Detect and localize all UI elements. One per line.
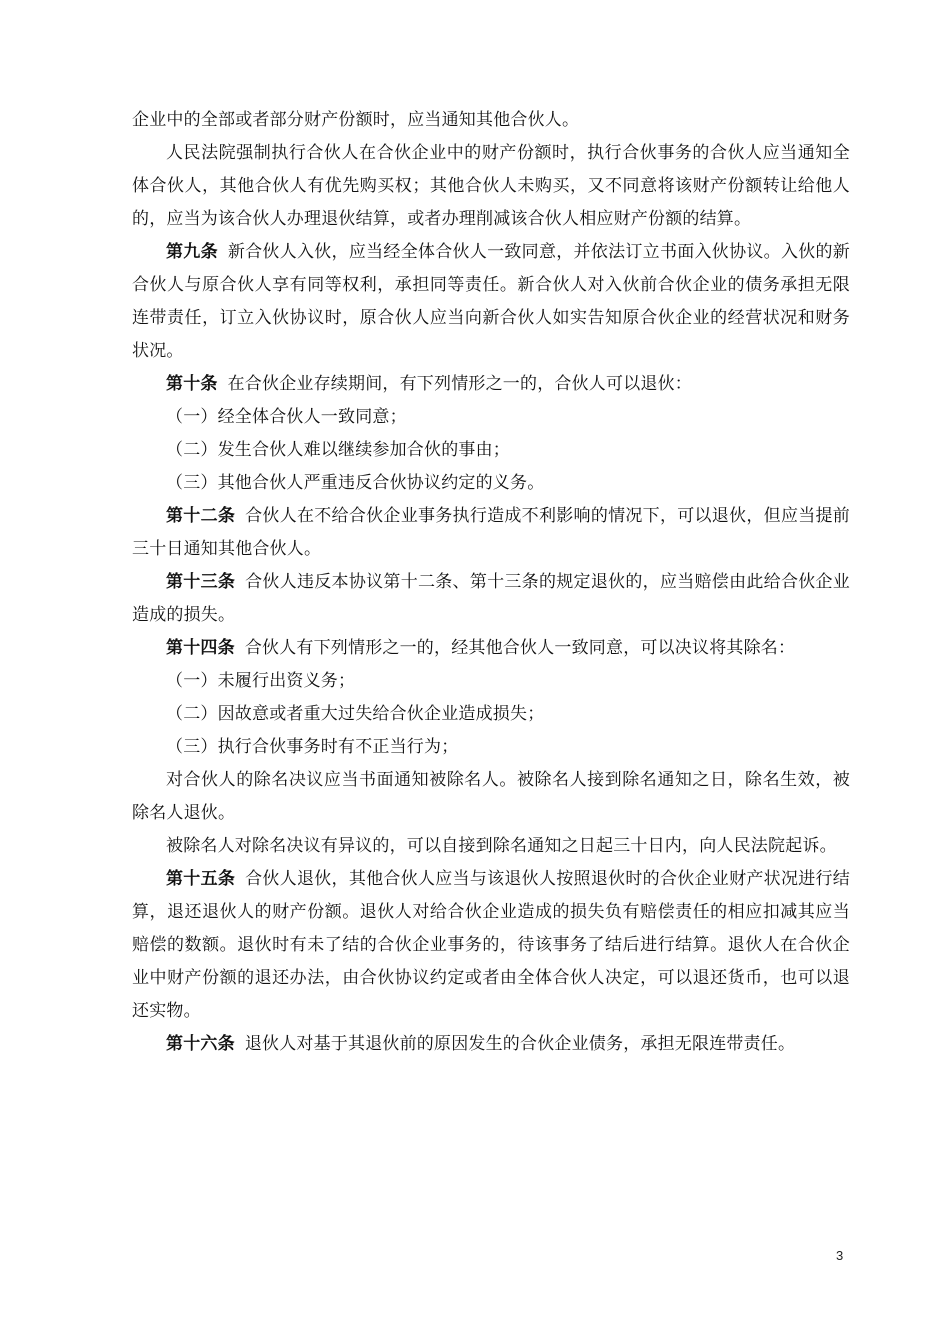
article-heading: 第十三条 bbox=[166, 572, 236, 592]
paragraph-text: 合伙人在不给合伙企业事务执行造成不利影响的情况下，可以退伙，但应当提前三十日通知其他合伙人。 bbox=[132, 506, 850, 559]
paragraph-text: 被除名人对除名决议有异议的，可以自接到除名通知之日起三十日内，向人民法院起诉。 bbox=[166, 836, 837, 856]
paragraph-text: 合伙人违反本协议第十二条、第十三条的规定退伙的，应当赔偿由此给合伙企业造成的损失。 bbox=[132, 572, 850, 625]
paragraph bbox=[132, 137, 850, 236]
article-12 bbox=[132, 500, 850, 566]
paragraph-text: （二）发生合伙人难以继续参加合伙的事由； bbox=[166, 440, 510, 460]
paragraph-text: 企业中的全部或者部分财产份额时，应当通知其他合伙人。 bbox=[132, 110, 580, 130]
paragraph-text: 合伙人退伙，其他合伙人应当与该退伙人按照退伙时的合伙企业财产状况进行结算，退还退伙人的财产份额。退伙人对给合伙企业造成的损失负有赔偿责任的相应扣减其应当赔偿的数额。退伙时有未了结的合伙企业事务的，待该事务了结后进行结算。退伙人在合伙企业中财产份额的退还办法，由合伙协议约定或者由全体合伙人决定，可以退还货币，也可以退还实物。 bbox=[132, 869, 850, 1021]
article-9 bbox=[132, 236, 850, 368]
article-13 bbox=[132, 566, 850, 632]
paragraph bbox=[132, 830, 850, 863]
paragraph-text: 在合伙企业存续期间，有下列情形之一的，合伙人可以退伙： bbox=[227, 374, 693, 394]
paragraph bbox=[132, 104, 850, 137]
article-heading: 第十二条 bbox=[166, 506, 236, 526]
paragraph-text: 人民法院强制执行合伙人在合伙企业中的财产份额时，执行合伙事务的合伙人应当通知全体合伙人，其他合伙人有优先购买权；其他合伙人未购买，又不同意将该财产份额转让给他人的，应当为该合伙人办理退伙结算，或者办理削减该合伙人相应财产份额的结算。 bbox=[132, 143, 850, 229]
article-15 bbox=[132, 863, 850, 1028]
paragraph-text: （一）未履行出资义务； bbox=[166, 671, 356, 691]
article-heading: 第九条 bbox=[166, 242, 218, 262]
list-item bbox=[132, 698, 850, 731]
list-item bbox=[132, 434, 850, 467]
article-14 bbox=[132, 632, 850, 665]
paragraph-text: 合伙人有下列情形之一的，经其他合伙人一致同意，可以决议将其除名： bbox=[244, 638, 796, 658]
paragraph-text: （三）其他合伙人严重违反合伙协议约定的义务。 bbox=[166, 473, 545, 493]
article-16 bbox=[132, 1028, 850, 1061]
list-item bbox=[132, 665, 850, 698]
list-item bbox=[132, 731, 850, 764]
page-number: 3 bbox=[836, 1248, 844, 1263]
paragraph-text: （一）经全体合伙人一致同意； bbox=[166, 407, 407, 427]
paragraph-text: （二）因故意或者重大过失给合伙企业造成损失； bbox=[166, 704, 545, 724]
document-body bbox=[132, 104, 850, 1061]
article-heading: 第十四条 bbox=[166, 638, 235, 658]
list-item bbox=[132, 467, 850, 500]
article-heading: 第十条 bbox=[166, 374, 218, 394]
article-heading: 第十六条 bbox=[166, 1034, 235, 1054]
paragraph-text: （三）执行合伙事务时有不正当行为； bbox=[166, 737, 459, 757]
paragraph-text: 退伙人对基于其退伙前的原因发生的合伙企业债务，承担无限连带责任。 bbox=[244, 1034, 796, 1054]
list-item bbox=[132, 401, 850, 434]
paragraph-text: 新合伙人入伙，应当经全体合伙人一致同意，并依法订立书面入伙协议。入伙的新合伙人与原合伙人享有同等权利，承担同等责任。新合伙人对入伙前合伙企业的债务承担无限连带责任，订立入伙协议时，原合伙人应当向新合伙人如实告知原合伙企业的经营状况和财务状况。 bbox=[132, 242, 850, 361]
article-heading: 第十五条 bbox=[166, 869, 236, 889]
paragraph bbox=[132, 764, 850, 830]
article-10 bbox=[132, 368, 850, 401]
paragraph-text: 对合伙人的除名决议应当书面通知被除名人。被除名人接到除名通知之日，除名生效，被除名人退伙。 bbox=[132, 770, 850, 823]
